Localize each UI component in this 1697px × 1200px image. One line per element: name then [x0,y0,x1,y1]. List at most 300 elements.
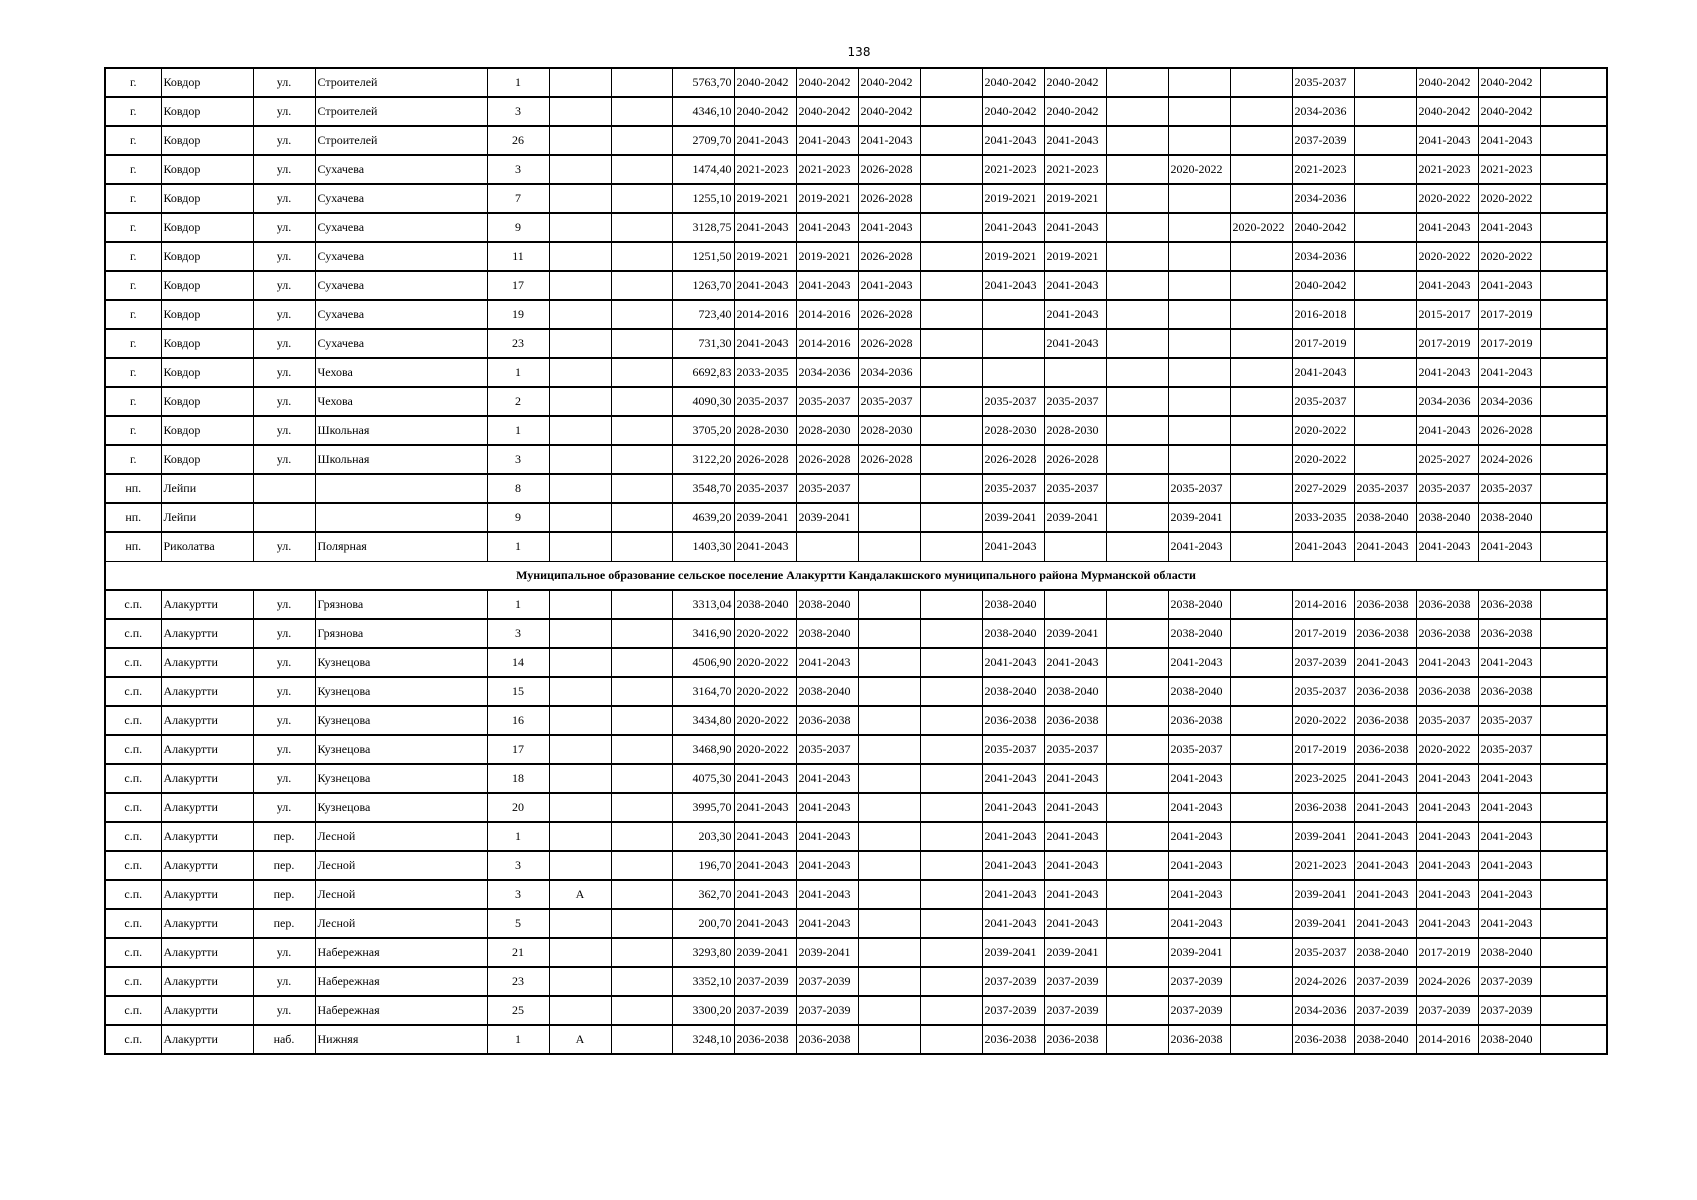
table-cell: 4639,20 [672,503,734,532]
table-cell: 2041-2043 [1292,358,1354,387]
table-row [105,184,1607,213]
table-cell [1106,938,1168,967]
table-cell [611,619,672,648]
table-cell: Кузнецова [315,793,487,822]
table-cell: 2041-2043 [1478,358,1540,387]
table-cell: 2028-2030 [858,416,920,445]
table-cell: 2037-2039 [1354,996,1416,1025]
table-cell: 2037-2039 [796,967,858,996]
table-row [105,619,1607,648]
table-cell [1354,68,1416,97]
table-cell: 2039-2041 [1292,822,1354,851]
table-cell: нп. [105,474,161,503]
table-cell: г. [105,184,161,213]
table-cell [858,503,920,532]
table-cell: 2041-2043 [1044,213,1106,242]
table-cell: 2038-2040 [1354,503,1416,532]
table-cell [920,329,982,358]
table-cell: с.п. [105,619,161,648]
table-cell [1230,793,1292,822]
table-cell: 2019-2021 [734,242,796,271]
table-cell: Школьная [315,445,487,474]
table-cell: 2036-2038 [1416,619,1478,648]
table-cell: 3 [487,880,549,909]
table-cell [920,851,982,880]
table-cell: с.п. [105,706,161,735]
table-cell: Чехова [315,387,487,416]
table-cell [549,996,611,1025]
table-cell: 2041-2043 [1416,880,1478,909]
table-cell [920,793,982,822]
table-cell: Сухачева [315,155,487,184]
table-cell [1106,880,1168,909]
table-cell [1540,996,1607,1025]
table-cell: 2041-2043 [1168,851,1230,880]
table-cell: 2038-2040 [982,590,1044,619]
table-cell [549,851,611,880]
table-cell: Ковдор [161,271,253,300]
table-cell [549,155,611,184]
table-row [105,967,1607,996]
table-cell: 2020-2022 [1478,184,1540,213]
table-cell: ул. [253,271,315,300]
table-cell [1230,677,1292,706]
table-cell: 2041-2043 [734,793,796,822]
table-cell: 2020-2022 [1292,706,1354,735]
table-cell: 2039-2041 [982,503,1044,532]
table-cell: 2041-2043 [796,213,858,242]
table-cell: Алакуртти [161,938,253,967]
table-cell: 2040-2042 [982,97,1044,126]
table-cell: 2041-2043 [734,329,796,358]
table-cell [1354,416,1416,445]
table-cell: 2014-2016 [796,300,858,329]
table-cell [1106,300,1168,329]
table-cell: 2039-2041 [734,503,796,532]
table-cell: пер. [253,880,315,909]
table-cell: 2034-2036 [1292,996,1354,1025]
table-cell: наб. [253,1025,315,1054]
table-cell: 2019-2021 [982,184,1044,213]
table-cell: с.п. [105,822,161,851]
table-cell [549,619,611,648]
table-cell: Алакуртти [161,851,253,880]
table-cell: Ковдор [161,68,253,97]
table-cell: 2038-2040 [796,590,858,619]
table-cell: Алакуртти [161,996,253,1025]
table-cell [611,532,672,561]
table-cell [1230,851,1292,880]
table-cell: 2038-2040 [1416,503,1478,532]
table-cell: 2041-2043 [1478,271,1540,300]
table-cell [858,1025,920,1054]
table-cell: 2041-2043 [1416,532,1478,561]
table-cell: 2041-2043 [1416,126,1478,155]
table-cell [920,126,982,155]
table-cell: 2038-2040 [734,590,796,619]
table-cell [1106,358,1168,387]
table-cell: 2020-2022 [1292,416,1354,445]
table-cell: 2041-2043 [1416,822,1478,851]
table-cell: 2033-2035 [734,358,796,387]
table-cell: Лесной [315,909,487,938]
table-cell: 2035-2037 [1292,677,1354,706]
table-cell: 2036-2038 [1478,619,1540,648]
table-cell: 2026-2028 [734,445,796,474]
table-cell: 2041-2043 [1416,909,1478,938]
table-cell [1540,126,1607,155]
table-cell: 2041-2043 [1168,764,1230,793]
table-cell [1106,706,1168,735]
table-cell: 2041-2043 [1354,909,1416,938]
table-cell [1230,822,1292,851]
table-cell [1106,793,1168,822]
table-cell: 2014-2016 [1292,590,1354,619]
table-cell [1044,358,1106,387]
table-cell [611,996,672,1025]
table-cell: нп. [105,532,161,561]
table-cell: 3300,20 [672,996,734,1025]
table-cell [549,590,611,619]
table-cell [982,329,1044,358]
table-cell [920,503,982,532]
table-cell: 2034-2036 [1478,387,1540,416]
table-cell: 2026-2028 [858,242,920,271]
table-cell: 3416,90 [672,619,734,648]
table-cell: 1263,70 [672,271,734,300]
table-cell: г. [105,126,161,155]
table-cell: 4506,90 [672,648,734,677]
table-cell: г. [105,271,161,300]
table-cell: 4075,30 [672,764,734,793]
table-cell [1230,242,1292,271]
table-cell [611,880,672,909]
table-cell [1354,155,1416,184]
table-cell: 2035-2037 [796,474,858,503]
table-cell [1230,996,1292,1025]
table-row [105,648,1607,677]
table-cell: ул. [253,764,315,793]
table-cell: ул. [253,648,315,677]
table-cell [1106,851,1168,880]
table-cell: 2024-2026 [1292,967,1354,996]
table-cell: 2041-2043 [1354,648,1416,677]
table-cell: 2038-2040 [796,677,858,706]
table-row [105,706,1607,735]
table-cell [1168,242,1230,271]
table-cell: 2020-2022 [734,706,796,735]
table-cell [1230,735,1292,764]
table-cell [858,619,920,648]
table-cell: А [549,880,611,909]
table-cell: 19 [487,300,549,329]
table-cell: ул. [253,126,315,155]
table-cell: 2039-2041 [1292,909,1354,938]
table-cell: 3122,20 [672,445,734,474]
table-cell [1230,1025,1292,1054]
table-cell: 2040-2042 [1478,97,1540,126]
table-cell [1540,735,1607,764]
table-cell: 2033-2035 [1292,503,1354,532]
table-cell: 196,70 [672,851,734,880]
table-cell [1230,938,1292,967]
table-cell: г. [105,416,161,445]
table-cell: 2041-2043 [1416,764,1478,793]
table-cell: 2037-2039 [734,967,796,996]
table-cell [1354,97,1416,126]
table-cell: 21 [487,938,549,967]
table-cell: 2039-2041 [1044,619,1106,648]
table-cell: ул. [253,329,315,358]
table-cell [1168,416,1230,445]
table-cell: 2035-2037 [1478,474,1540,503]
table-cell [1540,68,1607,97]
table-cell: г. [105,155,161,184]
table-cell: 2036-2038 [796,706,858,735]
table-cell [611,300,672,329]
table-cell: Школьная [315,416,487,445]
table-cell: Лейпи [161,474,253,503]
table-cell: 9 [487,213,549,242]
table-cell [611,126,672,155]
table-cell: 2038-2040 [1478,1025,1540,1054]
table-cell: 2035-2037 [1292,938,1354,967]
table-cell [1230,97,1292,126]
table-cell [920,677,982,706]
table-cell: 2017-2019 [1292,619,1354,648]
table-cell: 2034-2036 [858,358,920,387]
table-cell: 2017-2019 [1292,735,1354,764]
table-cell: 2041-2043 [796,793,858,822]
table-cell: 2026-2028 [796,445,858,474]
table-cell: 2041-2043 [1416,648,1478,677]
table-cell [1168,68,1230,97]
table-cell: 2035-2037 [1044,735,1106,764]
table-cell [611,735,672,764]
table-cell: 2021-2023 [1416,155,1478,184]
table-cell [1230,648,1292,677]
table-cell: 2039-2041 [1044,938,1106,967]
table-cell: с.п. [105,967,161,996]
table-row [105,764,1607,793]
table-cell: Алакуртти [161,590,253,619]
table-cell: 2037-2039 [1292,126,1354,155]
table-cell [920,97,982,126]
table-cell: 2036-2038 [1478,590,1540,619]
table-cell: 2038-2040 [982,677,1044,706]
table-cell: 2041-2043 [1168,793,1230,822]
table-cell: 2041-2043 [734,880,796,909]
table-cell [611,648,672,677]
table-cell: 2041-2043 [796,909,858,938]
table-cell [611,184,672,213]
table-cell: 7 [487,184,549,213]
table-body-alakurtti [105,590,1607,1054]
table-cell: 2041-2043 [1168,532,1230,561]
table-cell: 2036-2038 [1354,590,1416,619]
table-cell [982,358,1044,387]
table-cell [1168,97,1230,126]
table-cell: 2041-2043 [1354,822,1416,851]
table-cell [549,532,611,561]
table-cell [1540,822,1607,851]
table-cell: Грязнова [315,619,487,648]
table-cell [1044,590,1106,619]
table-cell [1354,387,1416,416]
table-cell: 1 [487,358,549,387]
table-cell: 3248,10 [672,1025,734,1054]
table-cell: Сухачева [315,300,487,329]
table-cell [858,677,920,706]
table-cell [1230,706,1292,735]
table-cell: 3 [487,851,549,880]
table-cell: 2037-2039 [1478,996,1540,1025]
table-cell: 2041-2043 [1478,532,1540,561]
table-row [105,242,1607,271]
table-cell [1106,909,1168,938]
table-cell: с.п. [105,880,161,909]
table-cell [1168,300,1230,329]
table-cell [1354,329,1416,358]
table-cell: 3434,80 [672,706,734,735]
table-cell: 2041-2043 [1354,851,1416,880]
table-cell [1168,445,1230,474]
table-cell: с.п. [105,677,161,706]
table-cell [1106,474,1168,503]
table-cell: 2041-2043 [1478,851,1540,880]
table-cell [1230,416,1292,445]
table-cell [253,474,315,503]
table-cell [1540,213,1607,242]
page-number: 138 [847,45,871,59]
table-row [105,822,1607,851]
table-cell [1540,242,1607,271]
table-cell [611,68,672,97]
table-cell: 2019-2021 [1044,184,1106,213]
table-row [105,155,1607,184]
table-cell: 2041-2043 [1478,648,1540,677]
table-cell: Алакуртти [161,648,253,677]
table-cell: 2026-2028 [858,329,920,358]
table-cell: 2020-2022 [1416,242,1478,271]
table-cell: 2039-2041 [796,503,858,532]
table-cell: г. [105,97,161,126]
table-cell [920,358,982,387]
table-row [105,300,1607,329]
table-cell [549,967,611,996]
table-cell: Лесной [315,851,487,880]
table-row [105,996,1607,1025]
table-cell: Ковдор [161,126,253,155]
table-cell: 2041-2043 [796,764,858,793]
table-cell: ул. [253,532,315,561]
table-cell: 2041-2043 [1168,909,1230,938]
table-cell: Сухачева [315,184,487,213]
table-cell: 2037-2039 [734,996,796,1025]
table-cell: 3 [487,619,549,648]
table-cell: 2035-2037 [1044,387,1106,416]
table-cell [1354,445,1416,474]
table-cell [549,503,611,532]
table-cell [1230,358,1292,387]
table-cell [920,648,982,677]
table-cell [1230,619,1292,648]
table-cell [920,1025,982,1054]
table-cell [920,967,982,996]
table-cell: 2035-2037 [1168,474,1230,503]
table-cell: 2036-2038 [1416,677,1478,706]
table-cell: 3995,70 [672,793,734,822]
table-cell [1106,126,1168,155]
table-cell: 3 [487,155,549,184]
table-row [105,213,1607,242]
table-cell: г. [105,445,161,474]
table-cell: 2034-2036 [796,358,858,387]
table-cell: 2036-2038 [1044,706,1106,735]
table-cell [549,184,611,213]
table-cell [1106,213,1168,242]
table-cell: 2038-2040 [1354,1025,1416,1054]
table-cell: 2041-2043 [1478,213,1540,242]
table-cell [611,329,672,358]
table-cell [920,474,982,503]
table-cell: 2019-2021 [1044,242,1106,271]
table-cell: 2041-2043 [982,822,1044,851]
table-cell [1540,706,1607,735]
table-cell [1230,590,1292,619]
table-cell: 2041-2043 [1044,851,1106,880]
table-cell [1354,300,1416,329]
table-cell: 1251,50 [672,242,734,271]
table-cell: Нижняя [315,1025,487,1054]
table-cell: Алакуртти [161,822,253,851]
table-cell [315,474,487,503]
table-cell [1540,909,1607,938]
table-cell: 2036-2038 [1478,677,1540,706]
section-title: Муниципальное образование сельское поселение Алакуртти Кандалакшского муниципального района Мурманской области [105,561,1607,590]
table-cell: 2035-2037 [734,474,796,503]
table-cell: Ковдор [161,358,253,387]
table-cell: 2041-2043 [1044,126,1106,155]
table-cell [1106,155,1168,184]
table-cell [1106,677,1168,706]
table-row [105,97,1607,126]
table-cell: 2016-2018 [1292,300,1354,329]
table-cell: Сухачева [315,329,487,358]
table-cell: 2037-2039 [1292,648,1354,677]
table-cell: 2020-2022 [734,735,796,764]
table-cell [1540,619,1607,648]
table-cell: 2017-2019 [1478,329,1540,358]
table-cell: 2021-2023 [734,155,796,184]
table-cell: 2026-2028 [858,155,920,184]
table-cell: Алакуртти [161,677,253,706]
table-cell [1230,126,1292,155]
table-cell: 362,70 [672,880,734,909]
table-cell: Ковдор [161,97,253,126]
table-cell: 2041-2043 [982,793,1044,822]
table-row [105,329,1607,358]
table-cell: 2039-2041 [796,938,858,967]
table-cell [858,474,920,503]
table-cell: 2041-2043 [982,126,1044,155]
table-cell: 2041-2043 [1478,909,1540,938]
table-cell: 2020-2022 [734,677,796,706]
table-cell: Алакуртти [161,1025,253,1054]
table-cell: Сухачева [315,271,487,300]
table-cell: 2041-2043 [1292,532,1354,561]
table-cell [1354,271,1416,300]
